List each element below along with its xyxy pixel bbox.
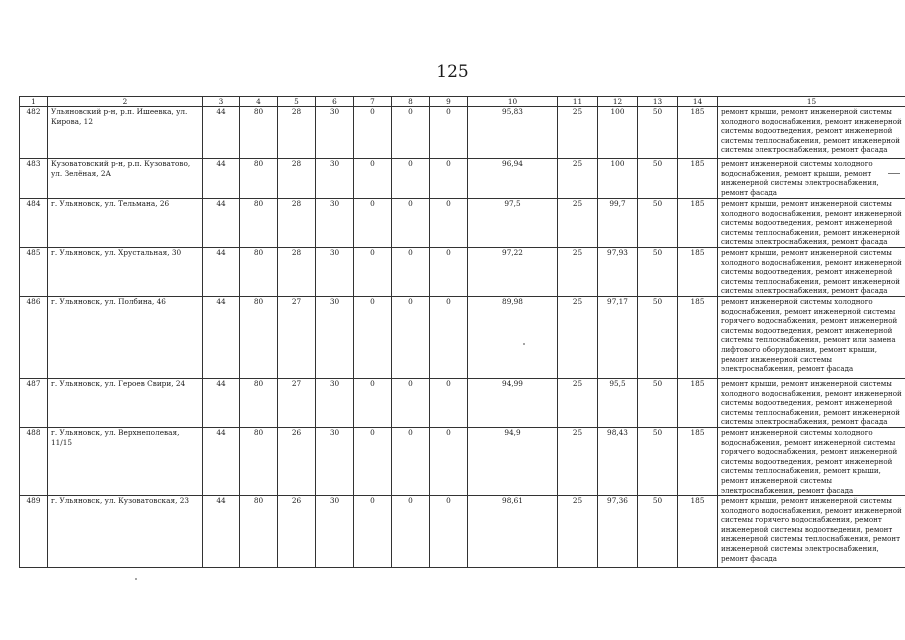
table-cell: 44 (203, 247, 240, 296)
table-cell: 0 (354, 378, 392, 427)
address-cell: г. Ульяновск, ул. Верхнеполевая, 11/15 (48, 427, 203, 495)
table-cell: 185 (678, 247, 718, 296)
table-cell: 0 (392, 496, 430, 568)
table-cell: 185 (678, 378, 718, 427)
table-cell: 0 (354, 296, 392, 378)
table-cell: 97,17 (598, 296, 638, 378)
table-cell: 185 (678, 427, 718, 495)
column-header: 5 (278, 97, 316, 107)
page-number: 125 (436, 62, 469, 82)
row-number-cell: 485 (20, 247, 48, 296)
column-header: 11 (558, 97, 598, 107)
table-cell: 25 (558, 247, 598, 296)
table-cell: 0 (392, 378, 430, 427)
table-cell: 0 (430, 427, 468, 495)
row-number-cell: 488 (20, 427, 48, 495)
table-row (20, 159, 905, 199)
scan-speck (135, 578, 137, 580)
table-cell: 27 (278, 378, 316, 427)
table-cell: 44 (203, 296, 240, 378)
table-cell: 0 (392, 107, 430, 159)
table-cell: 30 (316, 199, 354, 248)
column-header: 6 (316, 97, 354, 107)
table-cell: 96,94 (468, 159, 558, 199)
table-cell: 185 (678, 107, 718, 159)
table-cell: 25 (558, 427, 598, 495)
table-cell: 185 (678, 296, 718, 378)
table-cell: 100 (598, 107, 638, 159)
table-cell: 80 (240, 496, 278, 568)
table-row (20, 107, 905, 159)
works-list-cell: ремонт крыши, ремонт инженерной системы холодного водоснабжения, ремонт инженерной системы водоотведения, ремонт инженерной системы теплоснабжения, ремонт инженерной системы электроснабжения, ремонт фасада (718, 247, 905, 296)
works-list-cell: ремонт инженерной системы холодного водоснабжения, ремонт инженерной системы горячего водоснабжения, ремонт инженерной системы водоотведения, ремонт инженерной системы теплоснабжения, ремонт или замена лифтового оборудования, ремонт крыши, ремонт инженерной системы электроснабжения, ремонт фасада (718, 296, 905, 378)
table-cell: 30 (316, 107, 354, 159)
works-list-cell: ремонт инженерной системы холодного водоснабжения, ремонт крыши, ремонт инженерной системы электроснабжения, ремонт фасада (718, 159, 905, 199)
table-row (20, 247, 905, 296)
table-cell: 185 (678, 159, 718, 199)
row-number-cell: 487 (20, 378, 48, 427)
table-cell: 0 (430, 247, 468, 296)
table-cell: 30 (316, 496, 354, 568)
table-cell: 0 (392, 159, 430, 199)
table-cell: 0 (430, 296, 468, 378)
row-number-cell: 489 (20, 496, 48, 568)
table-row (20, 496, 905, 568)
table-cell: 30 (316, 247, 354, 296)
table-cell: 185 (678, 496, 718, 568)
table-cell: 26 (278, 496, 316, 568)
table-cell: 0 (430, 496, 468, 568)
table-cell: 25 (558, 159, 598, 199)
table-cell: 25 (558, 496, 598, 568)
works-list-cell: ремонт крыши, ремонт инженерной системы холодного водоснабжения, ремонт инженерной системы водоотведения, ремонт инженерной системы теплоснабжения, ремонт инженерной системы электроснабжения, ремонт фасада (718, 107, 905, 159)
table-cell: 50 (638, 496, 678, 568)
table-cell: 28 (278, 247, 316, 296)
table-cell: 185 (678, 199, 718, 248)
table-cell: 0 (430, 159, 468, 199)
table-cell: 95,83 (468, 107, 558, 159)
works-list-cell: ремонт инженерной системы холодного водоснабжения, ремонт инженерной системы горячего водоснабжения, ремонт инженерной системы водоотведения, ремонт инженерной системы теплоснабжения, ремонт крыши, ремонт инженерной системы электроснабжения, ремонт фасада (718, 427, 905, 495)
table-cell: 44 (203, 496, 240, 568)
table-cell: 80 (240, 199, 278, 248)
table-cell: 100 (598, 159, 638, 199)
table-cell: 44 (203, 107, 240, 159)
column-header: 3 (203, 97, 240, 107)
table-cell: 98,61 (468, 496, 558, 568)
table-cell: 0 (354, 496, 392, 568)
column-header: 13 (638, 97, 678, 107)
table-cell: 0 (392, 427, 430, 495)
table-row (20, 199, 905, 248)
address-cell: г. Ульяновск, ул. Героев Свири, 24 (48, 378, 203, 427)
table-cell: 44 (203, 378, 240, 427)
works-list-cell: ремонт крыши, ремонт инженерной системы холодного водоснабжения, ремонт инженерной системы водоотведения, ремонт инженерной системы теплоснабжения, ремонт инженерной системы электроснабжения, ремонт фасада (718, 378, 905, 427)
table-cell: 25 (558, 378, 598, 427)
repair-program-table (19, 96, 905, 568)
table-cell: 50 (638, 159, 678, 199)
table-cell: 25 (558, 296, 598, 378)
table-cell: 26 (278, 427, 316, 495)
table-cell: 27 (278, 296, 316, 378)
column-header: 9 (430, 97, 468, 107)
table-cell: 97,5 (468, 199, 558, 248)
table-cell: 44 (203, 199, 240, 248)
table-cell: 28 (278, 107, 316, 159)
table-cell: 28 (278, 159, 316, 199)
table-cell: 0 (354, 159, 392, 199)
table-cell: 44 (203, 427, 240, 495)
table-cell: 80 (240, 159, 278, 199)
table-cell: 94,9 (468, 427, 558, 495)
table-cell: 98,43 (598, 427, 638, 495)
table-cell: 97,93 (598, 247, 638, 296)
row-number-cell: 483 (20, 159, 48, 199)
table-cell: 0 (392, 296, 430, 378)
table-cell: 0 (430, 199, 468, 248)
table-cell: 80 (240, 378, 278, 427)
table-cell: 50 (638, 296, 678, 378)
column-header: 14 (678, 97, 718, 107)
table-cell: 30 (316, 159, 354, 199)
table-cell: 50 (638, 199, 678, 248)
address-cell: г. Ульяновск, ул. Полбина, 46 (48, 296, 203, 378)
header-row (20, 97, 905, 107)
column-header: 12 (598, 97, 638, 107)
column-header: 8 (392, 97, 430, 107)
table-row (20, 296, 905, 378)
table-cell: 80 (240, 427, 278, 495)
table-cell: 30 (316, 427, 354, 495)
table-cell: 0 (354, 427, 392, 495)
table-cell: 97,22 (468, 247, 558, 296)
row-number-cell: 486 (20, 296, 48, 378)
table-cell: 0 (392, 247, 430, 296)
column-header: 2 (48, 97, 203, 107)
table-cell: 89,98 (468, 296, 558, 378)
works-list-cell: ремонт крыши, ремонт инженерной системы холодного водоснабжения, ремонт инженерной системы водоотведения, ремонт инженерной системы теплоснабжения, ремонт инженерной системы электроснабжения, ремонт фасада (718, 199, 905, 248)
table-cell: 50 (638, 378, 678, 427)
column-header: 10 (468, 97, 558, 107)
table-cell: 99,7 (598, 199, 638, 248)
address-cell: Кузоватовский р-н, р.п. Кузоватово, ул. Зелёная, 2А (48, 159, 203, 199)
address-cell: г. Ульяновск, ул. Кузоватовская, 23 (48, 496, 203, 568)
table-cell: 94,99 (468, 378, 558, 427)
table-cell: 50 (638, 247, 678, 296)
table-cell: 0 (354, 199, 392, 248)
column-header: 7 (354, 97, 392, 107)
table-cell: 0 (354, 107, 392, 159)
table-cell: 0 (430, 107, 468, 159)
table-cell: 0 (430, 378, 468, 427)
table-row (20, 427, 905, 495)
table-cell: 50 (638, 107, 678, 159)
column-header: 15 (718, 97, 905, 107)
table-cell: 0 (392, 199, 430, 248)
table-cell: 80 (240, 296, 278, 378)
address-cell: г. Ульяновск, ул. Тельмана, 26 (48, 199, 203, 248)
row-number-cell: 482 (20, 107, 48, 159)
column-header: 4 (240, 97, 278, 107)
table-cell: 0 (354, 247, 392, 296)
table-cell: 25 (558, 199, 598, 248)
works-list-cell: ремонт крыши, ремонт инженерной системы холодного водоснабжения, ремонт инженерной системы горячего водоснабжения, ремонт инженерной системы водоотведения, ремонт инженерной системы теплоснабжения, ремонт инженерной системы электроснабжения, ремонт фасада (718, 496, 905, 568)
table-cell: 44 (203, 159, 240, 199)
row-number-cell: 484 (20, 199, 48, 248)
scan-speck (523, 343, 525, 345)
margin-mark (888, 173, 900, 174)
table-cell: 30 (316, 296, 354, 378)
table-cell: 30 (316, 378, 354, 427)
table-cell: 50 (638, 427, 678, 495)
address-cell: Ульяновский р-н, р.п. Ишеевка, ул. Кирова, 12 (48, 107, 203, 159)
table-cell: 80 (240, 107, 278, 159)
table-cell: 80 (240, 247, 278, 296)
table-cell: 25 (558, 107, 598, 159)
table-row (20, 378, 905, 427)
table-cell: 28 (278, 199, 316, 248)
table-cell: 97,36 (598, 496, 638, 568)
table-cell: 95,5 (598, 378, 638, 427)
address-cell: г. Ульяновск, ул. Хрустальная, 30 (48, 247, 203, 296)
column-header: 1 (20, 97, 48, 107)
